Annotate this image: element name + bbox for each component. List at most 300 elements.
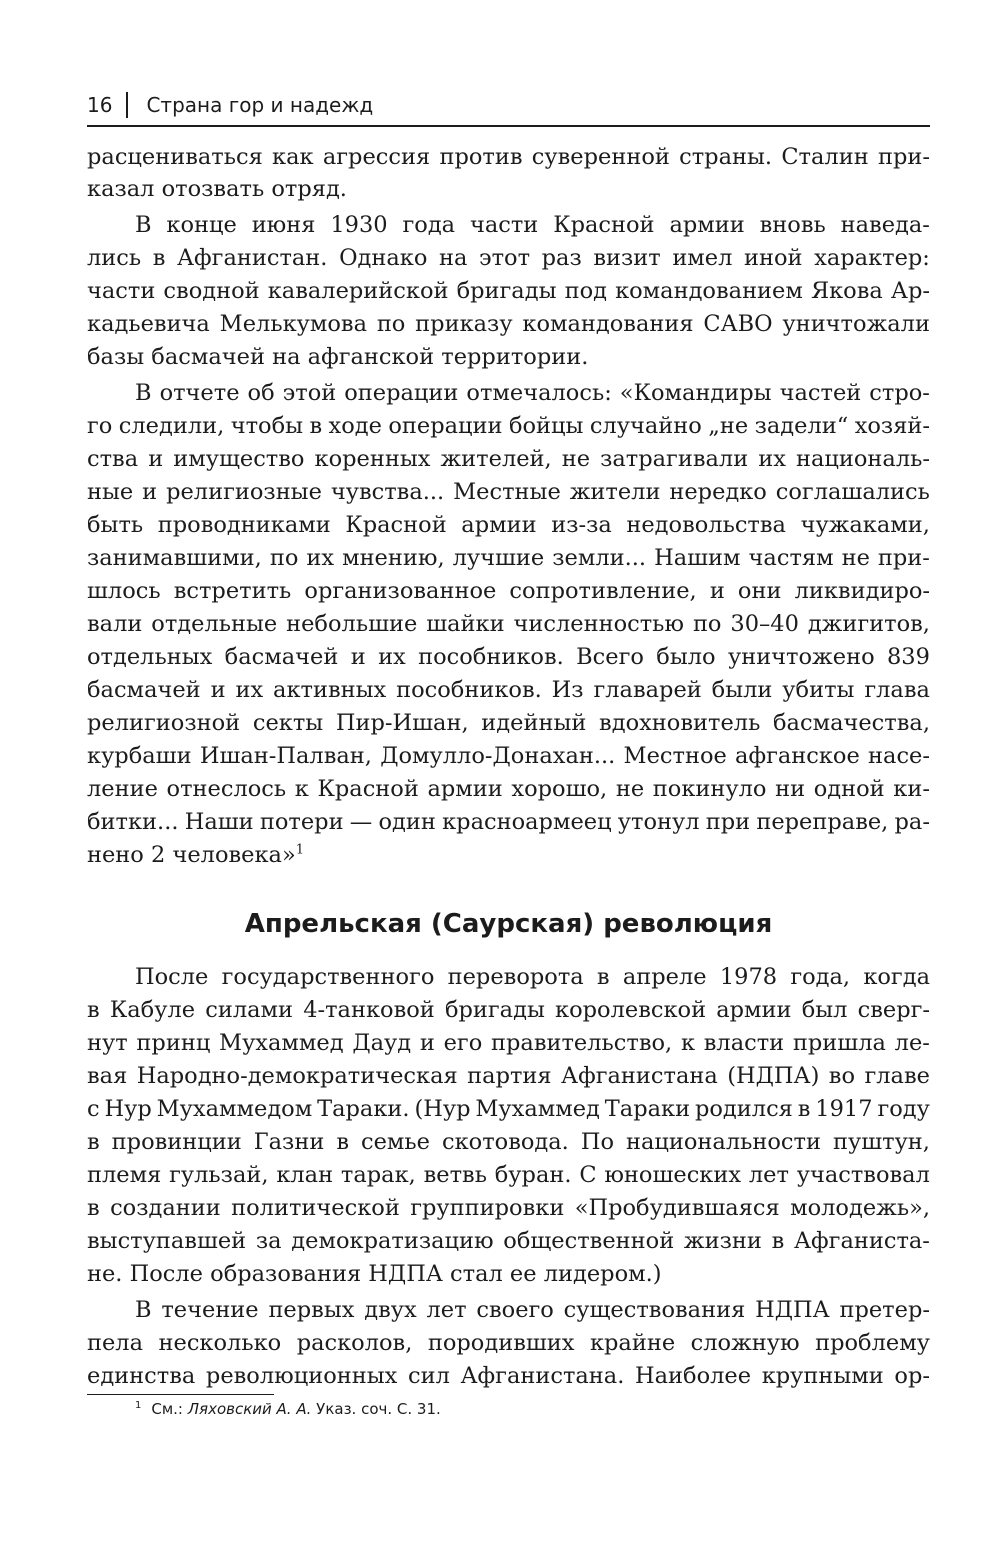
word: ства [87, 446, 139, 472]
word: сопротивление, [509, 578, 697, 604]
word: сложную [690, 1330, 800, 1356]
word: политической [231, 1195, 400, 1221]
word: года [402, 212, 456, 238]
word: религиозной [87, 710, 241, 736]
word: Мелькумова [219, 311, 367, 337]
word: Местные [453, 479, 561, 505]
word: при- [877, 545, 930, 571]
word: В [135, 212, 152, 238]
word: битки... [87, 809, 179, 835]
word: частям [748, 545, 834, 571]
word: в [87, 1129, 100, 1155]
word: сводной [163, 278, 260, 304]
word: двух [364, 1297, 417, 1323]
word: покинуло [652, 776, 767, 802]
text-line [87, 1360, 930, 1392]
page-header [87, 92, 930, 118]
page-number: 16 [87, 93, 113, 117]
word: к [294, 776, 309, 802]
word: партия [467, 1063, 552, 1089]
word: и [210, 677, 226, 703]
word: ные [87, 479, 134, 505]
word: и [709, 578, 725, 604]
text-line: казал отозвать отряд. [87, 176, 347, 202]
word: САВО [703, 311, 773, 337]
text-line [87, 275, 930, 307]
word: ходе [328, 413, 382, 439]
word: быть [87, 512, 144, 538]
word: их [758, 446, 786, 472]
word: переворота [447, 964, 584, 990]
footnote-rule [87, 1394, 274, 1395]
word: агрессия [322, 144, 431, 170]
word: и [350, 644, 366, 670]
word: Дауд [352, 1030, 412, 1056]
word: чтобы [230, 413, 304, 439]
word: небольшие [286, 611, 418, 637]
word: пособников. [396, 677, 542, 703]
word: наведа- [840, 212, 930, 238]
word: в [309, 413, 323, 439]
word: Нур [104, 1096, 152, 1122]
header-rule [87, 125, 930, 127]
word: командования [522, 311, 694, 337]
word: июня [251, 212, 316, 238]
text-line: базы басмачей на афганской территории. [87, 344, 589, 370]
word: течение [161, 1297, 259, 1323]
word: глава [864, 677, 930, 703]
word: гульзай, [169, 1162, 269, 1188]
word: выступавшей [87, 1228, 247, 1254]
text-line [87, 1126, 930, 1158]
word: к [680, 1030, 695, 1056]
word: демократизацию [291, 1228, 494, 1254]
word: курбаши [87, 743, 192, 769]
word: хорошо, [511, 776, 608, 802]
word: характер: [814, 245, 930, 271]
text-line [87, 839, 930, 871]
word: под [564, 278, 607, 304]
word: Однако [339, 245, 428, 271]
word: чувства... [330, 479, 445, 505]
word: сверг- [857, 997, 930, 1023]
word: активных [273, 677, 387, 703]
word: провинции [111, 1129, 242, 1155]
word: потери [259, 809, 344, 835]
text-line [87, 994, 930, 1026]
text-line [87, 608, 930, 640]
word: молодежь», [790, 1195, 930, 1221]
word: «Командиры [619, 380, 772, 406]
word: „не [708, 413, 749, 439]
word: Наши [184, 809, 254, 835]
word: соглашались [775, 479, 930, 505]
word: земли... [552, 545, 647, 571]
word: лет [748, 1162, 789, 1188]
word: В [135, 380, 152, 406]
text-line [87, 509, 930, 541]
text-line [87, 410, 930, 442]
word: юношеских [604, 1162, 742, 1188]
word: на [438, 245, 468, 271]
text-line [87, 443, 930, 475]
word: в [87, 997, 100, 1023]
word: сил [407, 1363, 450, 1389]
word: ле- [894, 1030, 930, 1056]
text-line [87, 1093, 930, 1125]
word: басмачей [87, 677, 201, 703]
text-line [87, 1027, 930, 1059]
word: по [692, 611, 722, 637]
word: Наиболее [635, 1363, 752, 1389]
word: Мухаммед [219, 1030, 344, 1056]
word: части [469, 212, 539, 238]
text-line [87, 1225, 930, 1257]
word: не [841, 545, 870, 571]
word: В [135, 1297, 152, 1323]
word: лучшие [452, 545, 545, 571]
word: жители [569, 479, 661, 505]
word: — [349, 809, 373, 835]
text-line-content: нено 2 человека» [87, 842, 296, 868]
word: пособников. [418, 644, 564, 670]
word: 4-танковой [303, 997, 435, 1023]
word: идейный [481, 710, 587, 736]
text-line [87, 1192, 930, 1224]
word: задели“ [754, 413, 849, 439]
word: С [579, 1162, 597, 1188]
word: шлось [87, 578, 161, 604]
word: Афганистана. [460, 1363, 625, 1389]
word: в [336, 1129, 349, 1155]
word: 1978 [719, 964, 778, 990]
word: лись [87, 245, 142, 271]
word: правительство, [491, 1030, 673, 1056]
text-line [87, 542, 930, 574]
text-line [87, 141, 930, 173]
running-title: Страна гор и надежд [146, 93, 374, 117]
word: ни [775, 776, 806, 802]
word: 30–40 [730, 611, 799, 637]
word: одной [813, 776, 885, 802]
word: части [87, 278, 156, 304]
word: главарей [593, 677, 702, 703]
word: Местное [623, 743, 727, 769]
word: его [443, 1030, 483, 1056]
word: пуштун, [832, 1129, 930, 1155]
word: Нашим [654, 545, 741, 571]
word: После [135, 964, 209, 990]
word: в [152, 245, 166, 271]
word: армии [427, 776, 503, 802]
word: жителей, [440, 446, 552, 472]
word: кадьевича [87, 311, 210, 337]
word: году [877, 1096, 930, 1122]
word: Красной [317, 776, 419, 802]
word: встретить [173, 578, 292, 604]
word: и [148, 446, 164, 472]
word: Сталин [781, 144, 869, 170]
footnote-source: Указ. соч. С. 31. [316, 1400, 441, 1418]
word: иной [744, 245, 803, 271]
word: королевской [555, 997, 707, 1023]
word: в [596, 964, 610, 990]
text-line [135, 377, 930, 409]
word: первых [268, 1297, 355, 1323]
text-line [87, 1159, 930, 1191]
text-line [87, 674, 930, 706]
word: единства [87, 1363, 196, 1389]
word: принц [136, 1030, 211, 1056]
word: из-за [551, 512, 612, 538]
word: несколько [158, 1330, 282, 1356]
word: Кабуле [109, 997, 196, 1023]
word: секты [252, 710, 324, 736]
word: частей [779, 380, 862, 406]
word: расколов, [296, 1330, 413, 1356]
word: имел [672, 245, 733, 271]
word: клан [276, 1162, 334, 1188]
word: были [711, 677, 773, 703]
word: Тараки. [317, 1096, 410, 1122]
word: расцениваться [87, 144, 263, 170]
word: По [580, 1129, 614, 1155]
word: (Нур [414, 1096, 471, 1122]
word: (НДПА) [727, 1063, 820, 1089]
word: командованием [615, 278, 803, 304]
word: семье [361, 1129, 430, 1155]
word: государственного [221, 964, 435, 990]
word: этой [282, 380, 337, 406]
word: по [269, 545, 299, 571]
word: операции [344, 380, 459, 406]
word: «Пробудившаяся [574, 1195, 780, 1221]
word: с [87, 1096, 100, 1122]
word: скотовода. [441, 1129, 569, 1155]
footnote-author: Ляховский А. А. [187, 1400, 312, 1418]
text-line [87, 476, 930, 508]
word: армии [461, 512, 537, 538]
word: переправе, [756, 809, 889, 835]
word: имущество [173, 446, 305, 472]
word: при [705, 809, 751, 835]
word: вали [87, 611, 143, 637]
word: бригады [444, 997, 545, 1023]
word: басмачества, [773, 710, 930, 736]
word: национальности [626, 1129, 821, 1155]
word: Мухаммедом [156, 1096, 313, 1122]
word: насе- [868, 743, 930, 769]
word: Из [551, 677, 584, 703]
word: нередко [669, 479, 767, 505]
text-line [87, 308, 930, 340]
text-line [87, 707, 930, 739]
word: визит [593, 245, 661, 271]
word: 1917 [815, 1096, 873, 1122]
footnote [135, 1398, 441, 1420]
word: проводниками [157, 512, 331, 538]
word: как [272, 144, 314, 170]
word: по [376, 311, 406, 337]
word: против [439, 144, 523, 170]
word: в [797, 1096, 811, 1122]
word: лет [426, 1297, 467, 1323]
word: красноармеец [442, 809, 612, 835]
word: афганское [735, 743, 860, 769]
word: случайно [589, 413, 702, 439]
text-line: не. После образования НДПА стал ее лидером.) [87, 1261, 662, 1287]
word: ликвидиро- [794, 578, 930, 604]
word: власти [703, 1030, 785, 1056]
text-line [135, 209, 930, 241]
footnote-reference: 1 [295, 842, 305, 858]
word: го [87, 413, 113, 439]
word: проблему [815, 1330, 930, 1356]
word: отчете [159, 380, 240, 406]
footnote-prefix: См.: [151, 1400, 183, 1418]
text-line [135, 961, 930, 993]
word: года, [790, 964, 851, 990]
word: тарак, [340, 1162, 416, 1188]
word: численностью [513, 611, 685, 637]
word: пришла [792, 1030, 886, 1056]
word: отмечалось: [466, 380, 612, 406]
text-line [87, 575, 930, 607]
word: об [247, 380, 275, 406]
word: шайки [426, 611, 505, 637]
word: армии [716, 997, 792, 1023]
text-line [87, 641, 930, 673]
word: их [378, 644, 406, 670]
word: крайне [589, 1330, 676, 1356]
word: апреле [622, 964, 707, 990]
word: занимавшими, [87, 545, 262, 571]
word: они [737, 578, 782, 604]
word: племя [87, 1162, 162, 1188]
word: Мухаммед [475, 1096, 600, 1122]
word: породивших [427, 1330, 575, 1356]
word: Красной [553, 212, 655, 238]
word: буран. [494, 1162, 572, 1188]
word: Газни [253, 1129, 325, 1155]
word: не [561, 446, 591, 472]
word: их [306, 545, 335, 571]
word: главе [864, 1063, 930, 1089]
word: Народно-демократическая [136, 1063, 458, 1089]
word: ор- [894, 1363, 930, 1389]
word: джигитов, [807, 611, 930, 637]
footnote-number: 1 [135, 1400, 142, 1411]
word: Якова [810, 278, 883, 304]
word: их [235, 677, 264, 703]
word: конце [166, 212, 237, 238]
text-line [87, 806, 930, 838]
word: отдельных [87, 644, 213, 670]
word: религиозные [166, 479, 322, 505]
word: жизни [683, 1228, 762, 1254]
word: один [378, 809, 436, 835]
word: 839 [886, 644, 930, 670]
word: общественной [503, 1228, 675, 1254]
word: операции [388, 413, 503, 439]
word: суверенной [531, 144, 670, 170]
word: Ар- [890, 278, 930, 304]
text-line [87, 1327, 930, 1359]
word: во [828, 1063, 856, 1089]
word: утонул [617, 809, 700, 835]
word: вновь [759, 212, 826, 238]
text-line [87, 1060, 930, 1092]
word: родился [694, 1096, 793, 1122]
word: и [142, 479, 158, 505]
word: Домулло-Донахан... [380, 743, 616, 769]
word: было [656, 644, 716, 670]
word: не [615, 776, 645, 802]
word: организованное [304, 578, 497, 604]
word: Ишан-Палван, [199, 743, 372, 769]
word: этот [479, 245, 531, 271]
word: революционных [205, 1363, 398, 1389]
word: группировки [410, 1195, 565, 1221]
header-divider [126, 92, 128, 118]
word: силами [205, 997, 294, 1023]
word: Афганистан. [177, 245, 328, 271]
word: и [419, 1030, 435, 1056]
word: вая [87, 1063, 128, 1089]
word: в [87, 1195, 100, 1221]
word: был [801, 997, 848, 1023]
word: уничтожали [782, 311, 930, 337]
word: чужаками, [800, 512, 930, 538]
word: ки- [893, 776, 930, 802]
word: раз [541, 245, 582, 271]
word: бригады [456, 278, 557, 304]
word: претер- [839, 1297, 930, 1323]
word: крупными [761, 1363, 884, 1389]
word: националь- [796, 446, 930, 472]
word: Афганистана [561, 1063, 718, 1089]
text-line [87, 740, 930, 772]
word: своего [476, 1297, 554, 1323]
word: в [771, 1228, 785, 1254]
word: убиты [782, 677, 855, 703]
word: уничтожено [727, 644, 875, 670]
word: существования [563, 1297, 746, 1323]
word: нут [87, 1030, 128, 1056]
text-line [135, 1294, 930, 1326]
word: Тараки [604, 1096, 691, 1122]
word: 1930 [330, 212, 388, 238]
word: Всего [576, 644, 644, 670]
text-line [87, 242, 930, 274]
word: вдохновитель [599, 710, 761, 736]
word: коренных [314, 446, 431, 472]
text-line [87, 773, 930, 805]
word: приказу [415, 311, 513, 337]
word: стро- [869, 380, 930, 406]
word: когда [863, 964, 930, 990]
word: отнеслось [166, 776, 287, 802]
word: Красной [345, 512, 447, 538]
word: ление [87, 776, 158, 802]
word: армии [669, 212, 745, 238]
word: следили, [118, 413, 225, 439]
word: бойцы [508, 413, 584, 439]
word: НДПА [755, 1297, 830, 1323]
word: ра- [894, 809, 930, 835]
section-heading: Апрельская (Саурская) революция [244, 909, 773, 939]
word: при- [877, 144, 930, 170]
